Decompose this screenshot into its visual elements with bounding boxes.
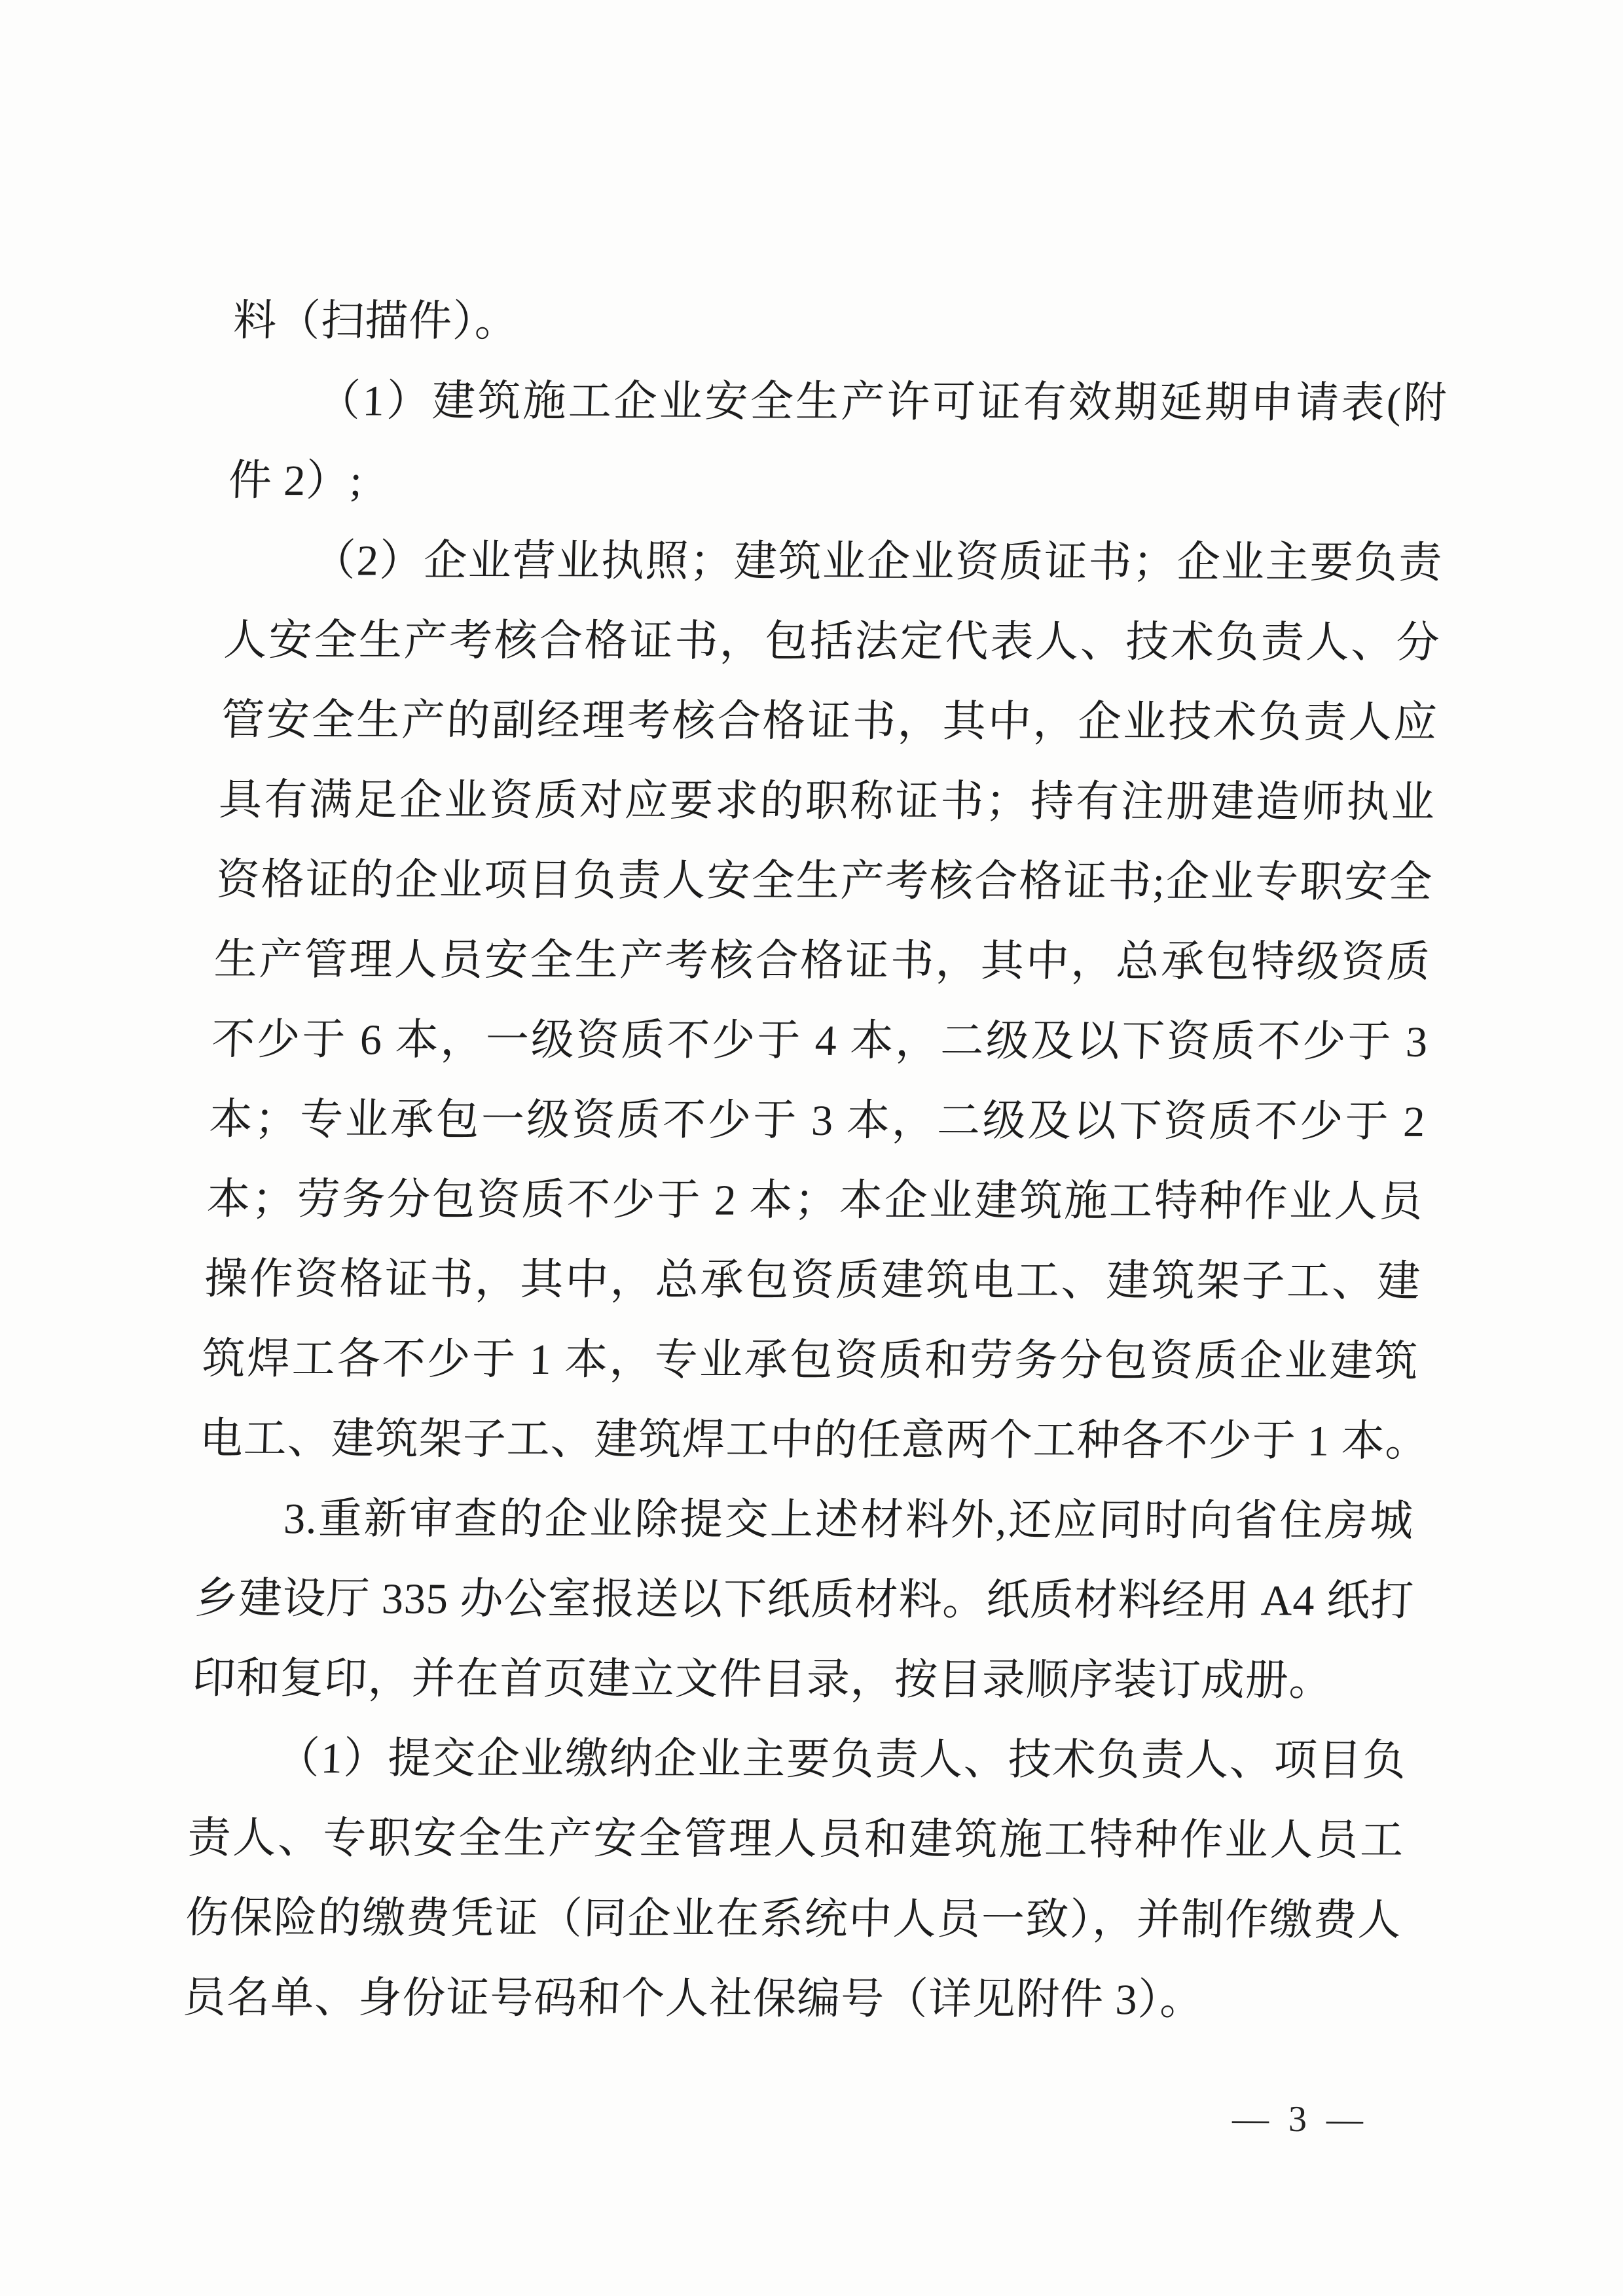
text-line: 料（扫描件）。 — [232, 296, 520, 346]
text-line: 生产管理人员安全生产考核合格证书，其中，总承包特级资质 — [213, 935, 1431, 986]
text-line: 员名单、身份证号码和个人社保编号（详见附件 3）。 — [182, 1973, 1205, 2024]
text-line: 3.重新审查的企业除提交上述材料外,还应同时向省住房城 — [283, 1495, 1415, 1545]
page-number: — 3 — — [1231, 2098, 1369, 2140]
text-line: 责人、专职安全生产安全管理人员和建筑施工特种作业人员工 — [187, 1814, 1405, 1865]
document-body-text — [181, 281, 1450, 2041]
text-line: 印和复印，并在首页建立文件目录，按目录顺序装订成册。 — [191, 1654, 1334, 1705]
text-line: （1）提交企业缴纳企业主要负责人、技术负责人、项目负 — [276, 1734, 1408, 1785]
text-line: （2）企业营业执照；建筑业企业资质证书；企业主要负责 — [312, 537, 1444, 587]
text-line: 本；专业承包一级资质不少于 3 本，二级及以下资质不少于 2 — [208, 1095, 1427, 1146]
text-line: 电工、建筑架子工、建筑焊工中的任意两个工种各不少于 1 本。 — [198, 1414, 1430, 1465]
text-line: 操作资格证书，其中，总承包资质建筑电工、建筑架子工、建 — [204, 1255, 1422, 1306]
text-line: 不少于 6 本，一级资质不少于 4 本，二级及以下资质不少于 3 — [211, 1015, 1429, 1066]
text-line: 具有满足企业资质对应要求的职称证书；持有注册建造师执业 — [218, 776, 1436, 827]
text-line: 乡建设厅 335 办公室报送以下纸质材料。纸质材料经用 A4 纸打 — [194, 1574, 1415, 1625]
text-line: 资格证的企业项目负责人安全生产考核合格证书;企业专职安全 — [215, 855, 1434, 906]
text-line: （1）建筑施工企业安全生产许可证有效期延期申请表(附 — [316, 377, 1448, 427]
text-line: 件 2）; — [227, 456, 363, 505]
text-line: 本；劳务分包资质不少于 2 本；本企业建筑施工特种作业人员 — [206, 1175, 1424, 1226]
text-line: 管安全生产的副经理考核合格证书，其中，企业技术负责人应 — [220, 696, 1438, 747]
text-line: 人安全生产考核合格证书，包括法定代表人、技术负责人、分 — [223, 616, 1441, 667]
text-line: 伤保险的缴费凭证（同企业在系统中人员一致），并制作缴费人 — [184, 1893, 1402, 1945]
text-line: 筑焊工各不少于 1 本，专业承包资质和劳务分包资质企业建筑 — [201, 1335, 1419, 1386]
